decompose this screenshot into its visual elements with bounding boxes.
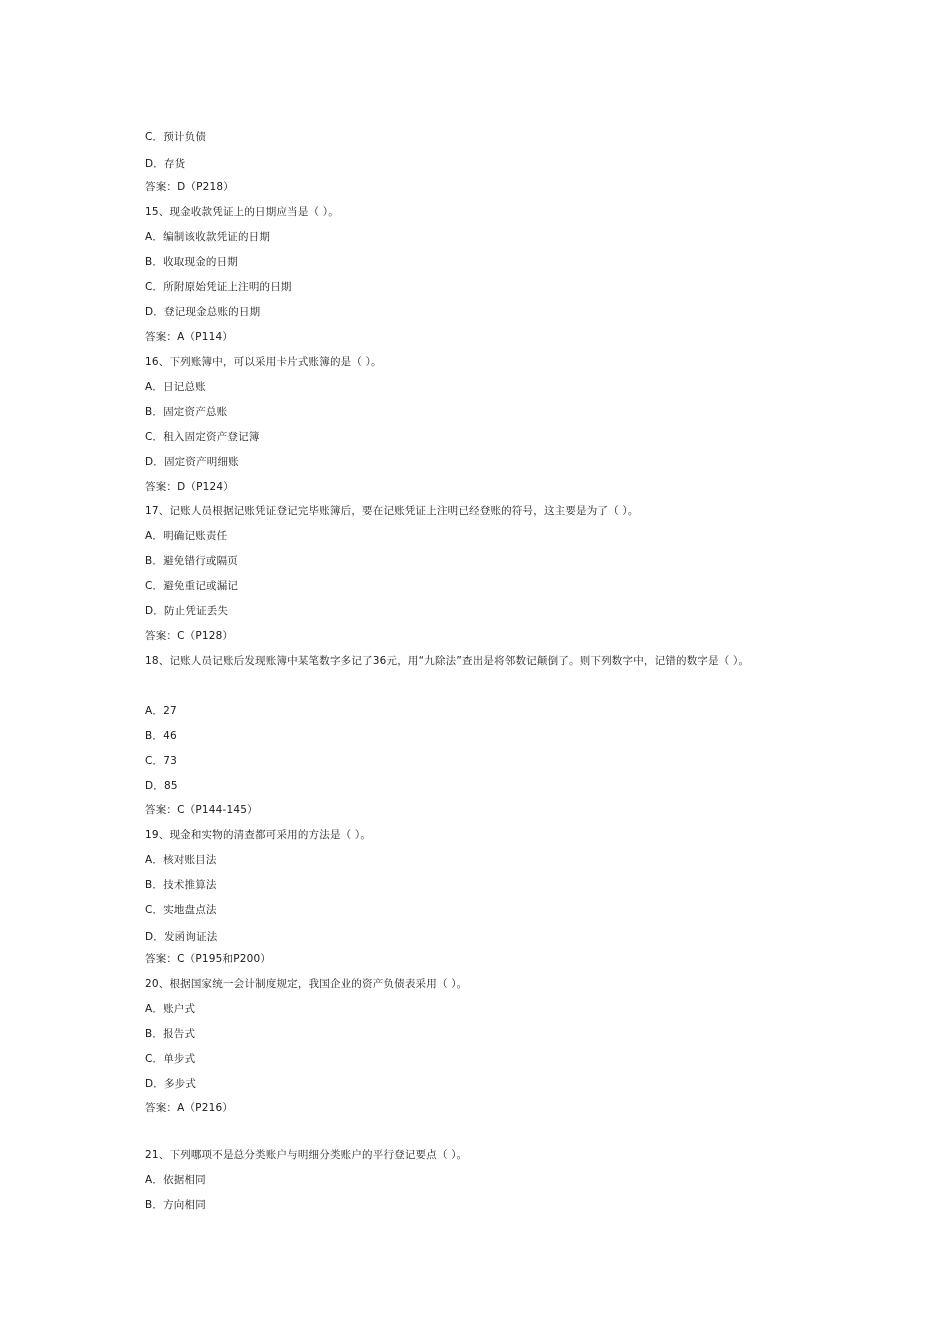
question-17: 17、记账人员根据记账凭证登记完毕账簿后，要在记账凭证上注明已经登账的符号，这主要是为了（ ）。	[145, 505, 639, 517]
option-16d: D．固定资产明细账	[145, 456, 239, 468]
answer-16: 答案：D（P124）	[145, 481, 234, 493]
option-21b: B．方向相同	[145, 1199, 206, 1211]
option-15c: C．所附原始凭证上注明的日期	[145, 281, 292, 293]
option-17d: D．防止凭证丢失	[145, 605, 229, 617]
option-17a: A．明确记账责任	[145, 530, 228, 542]
option-19c: C．实地盘点法	[145, 904, 217, 916]
option-20b: B．报告式	[145, 1028, 196, 1040]
option-15a: A．编制该收款凭证的日期	[145, 231, 271, 243]
option-14d: D．存货	[145, 158, 186, 170]
option-16b: B．固定资产总账	[145, 406, 228, 418]
option-18b: B．46	[145, 730, 177, 742]
option-19a: A．核对账目法	[145, 854, 217, 866]
question-21: 21、下列哪项不是总分类账户与明细分类账户的平行登记要点（ ）。	[145, 1149, 468, 1161]
option-15b: B．收取现金的日期	[145, 256, 239, 268]
option-20a: A．账户式	[145, 1003, 196, 1015]
option-16c: C．租入固定资产登记簿	[145, 431, 260, 443]
answer-15: 答案：A（P114）	[145, 331, 234, 343]
answer-19: 答案：C（P195和P200）	[145, 953, 272, 965]
option-17c: C．避免重记或漏记	[145, 580, 239, 592]
option-18a: A．27	[145, 705, 177, 717]
question-16: 16、下列账簿中，可以采用卡片式账簿的是（ ）。	[145, 356, 382, 368]
question-18: 18、记账人员记账后发现账簿中某笔数字多记了36元，用“九除法”查出是将邻数记颠倒了。则下列数字中，记错的数字是（ ）。	[145, 655, 750, 667]
question-20: 20、根据国家统一会计制度规定，我国企业的资产负债表采用（ ）。	[145, 978, 468, 990]
question-19: 19、现金和实物的清查都可采用的方法是（ ）。	[145, 829, 372, 841]
answer-20: 答案：A（P216）	[145, 1102, 234, 1114]
option-18c: C．73	[145, 755, 177, 767]
option-20c: C．单步式	[145, 1053, 196, 1065]
option-16a: A．日记总账	[145, 381, 206, 393]
option-19d: D．发函询证法	[145, 931, 218, 943]
option-19b: B．技术推算法	[145, 879, 217, 891]
option-20d: D．多步式	[145, 1078, 197, 1090]
question-15: 15、现金收款凭证上的日期应当是（ ）。	[145, 206, 339, 218]
option-17b: B．避免错行或隔页	[145, 555, 239, 567]
option-21a: A．依据相同	[145, 1174, 206, 1186]
option-15d: D．登记现金总账的日期	[145, 306, 261, 318]
option-14c: C．预计负债	[145, 131, 207, 143]
answer-14: 答案：D（P218）	[145, 181, 234, 193]
option-18d: D．85	[145, 780, 178, 792]
answer-18: 答案：C（P144-145）	[145, 804, 258, 816]
answer-17: 答案：C（P128）	[145, 630, 234, 642]
